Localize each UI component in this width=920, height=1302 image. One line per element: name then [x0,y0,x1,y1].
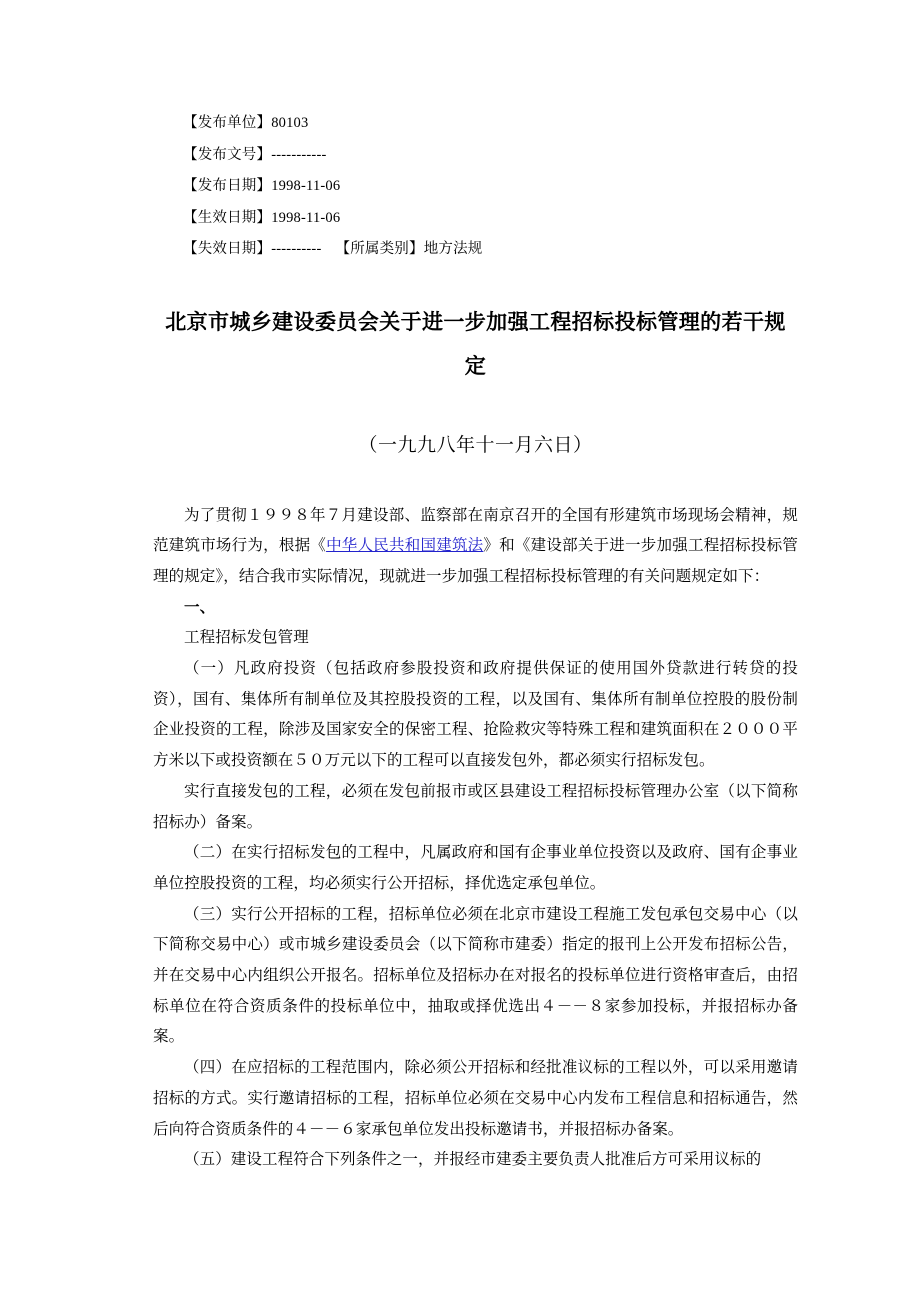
metadata-value-publish-date: 1998-11-06 [271,178,341,194]
metadata-value-category: 地方法规 [423,241,483,257]
metadata-label-effective-date: 【生效日期】 [183,209,272,226]
paragraph-preamble [153,500,798,592]
metadata-value-document-number: ----------- [271,146,327,163]
document-body [153,500,798,1175]
metadata-value-effective-date: 1998-11-06 [271,209,341,226]
metadata-row-effective-date [183,203,798,235]
paragraph-item-3: （三）实行公开招标的工程，招标单位必须在北京市建设工程施工发包承包交易中心（以下简称交易中心）或市城乡建设委员会（以下简称市建委）指定的报刊上公开发布招标公告，并在交易中心内组织公开报名。招标单位及招标办在对报名的投标单位进行资格审查后，由招标单位在符合资质条件的投标单位中，抽取或择优选出４－－８家参加投标，并报招标办备案。 [153,904,798,1046]
page-content [153,0,798,1175]
metadata-row-expiry-and-category [183,234,798,266]
metadata-value-publisher: 80103 [271,115,309,131]
document-subtitle-date: （一九九八年十一月六日） [358,433,593,456]
metadata-label-publish-date: 【发布日期】 [183,178,272,194]
paragraph-item-1-note: 实行直接发包的工程，必须在发包前报市或区县建设工程招标投标管理办公室（以下简称招标办）备案。 [153,781,798,831]
preamble-text-before-link: 为了贯彻１９９８年７月建设部、监察部在南京召开的全国有形建筑市场现场会精神，规范建筑市场行为，根据《 [153,505,798,555]
metadata-row-document-number [183,140,798,172]
metadata-label-document-number: 【发布文号】 [183,146,272,163]
metadata-label-publisher: 【发布单位】 [183,115,272,131]
metadata-value-expiry-date: ---------- [271,241,322,257]
construction-law-link[interactable]: 中华人民共和国建筑法 [326,536,484,555]
metadata-row-publish-date [183,171,798,203]
metadata-row-publisher [183,108,798,140]
section-one-number: 一、 [184,596,216,616]
document-metadata [153,108,798,266]
paragraph-item-2: （二）在实行招标发包的工程中，凡属政府和国有企事业单位投资以及政府、国有企事业单位控股投资的工程，均必须实行公开招标，择优选定承包单位。 [153,843,798,892]
paragraph-item-4: （四）在应招标的工程范围内，除必须公开招标和经批准议标的工程以外，可以采用邀请招标的方式。实行邀请招标的工程，招标单位必须在交易中心内发布工程信息和招标通告，然后向符合资质条件的４－－６家承包单位发出投标邀请书，并报招标办备案。 [153,1058,798,1138]
document-title: 北京市城乡建设委员会关于进一步加强工程招标投标管理的若干规定 [165,308,786,378]
paragraph-item-1: （一）凡政府投资（包括政府参股投资和政府提供保证的使用国外贷款进行转贷的投资），国有、集体所有制单位及其控股投资的工程，以及国有、集体所有制单位控股的股份制企业投资的工程，除涉及国家安全的保密工程、抢险救灾等特殊工程和建筑面积在２０００平方米以下或投资额在５０万元以下的工程可以直接发包外，都必须实行招标发包。 [153,659,798,770]
paragraph-item-5: （五）建设工程符合下列条件之一，并报经市建委主要负责人批准后方可采用议标的 [184,1150,762,1169]
section-one-title: 工程招标发包管理 [184,628,309,647]
metadata-label-category: 【所属类别】 [335,241,424,257]
preamble-text-after-link: 》和《建设部关于进一步加强工程招标投标管理的规定》，结合我市实际情况，现就进一步加强工程招标投标管理的有关问题规定如下： [153,536,798,585]
metadata-label-expiry-date: 【失效日期】 [183,241,272,257]
